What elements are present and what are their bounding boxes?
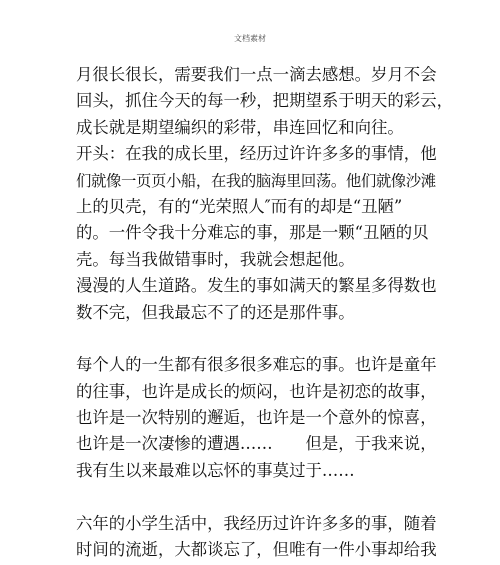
paragraph-gap	[76, 326, 421, 352]
text-line: 每个人的一生都有很多很多难忘的事。也许是童年	[76, 355, 437, 375]
text-line: 成长就是期望编织的彩带，串连回忆和向往。	[76, 117, 404, 137]
text-line: 的。一件令我十分难忘的事，那是一颗“丑陋的贝	[76, 223, 429, 243]
text-line: 我有生以来最难以忘怀的事莫过于……	[76, 460, 355, 480]
text-line: 六年的小学生活中，我经历过许许多多的事，随着	[76, 513, 437, 533]
text-line: 壳。每当我做错事时，我就会想起他。	[76, 249, 355, 269]
text-line: 们就像一页页小船，在我的脑海里回荡。他们就像沙滩	[76, 171, 436, 190]
text-line: 时间的流逝，大都谈忘了，但唯有一件小事却给我	[76, 540, 437, 560]
document-body	[76, 62, 453, 563]
text-line: 数不完，但我最忘不了的还是那件事。	[76, 302, 355, 322]
text-line: 的往事，也许是成长的烦闷，也许是初恋的故事，	[76, 381, 437, 401]
text-line: 月很长很长，需要我们一点一滴去感想。岁月不会	[76, 65, 437, 84]
text-line: 漫漫的人生道路。发生的事如满天的繁星多得数也	[76, 276, 437, 296]
text-line: 回头，抓住今天的每一秒，把期望系于明天的彩云，	[76, 91, 453, 111]
text-line: 也许是一次凄惨的遭遇…… 但是，于我来说，	[76, 434, 437, 454]
text-line: 上的贝壳，有的“光荣照人″而有的却是“丑陋”	[76, 196, 403, 216]
text-line: 也许是一次特别的邂逅，也许是一个意外的惊喜，	[76, 408, 437, 428]
text-line: 开头：在我的成长里，经历过许许多多的事情，他	[76, 144, 437, 164]
paragraph-gap	[76, 484, 421, 510]
page-header: 文档素材	[234, 34, 266, 43]
